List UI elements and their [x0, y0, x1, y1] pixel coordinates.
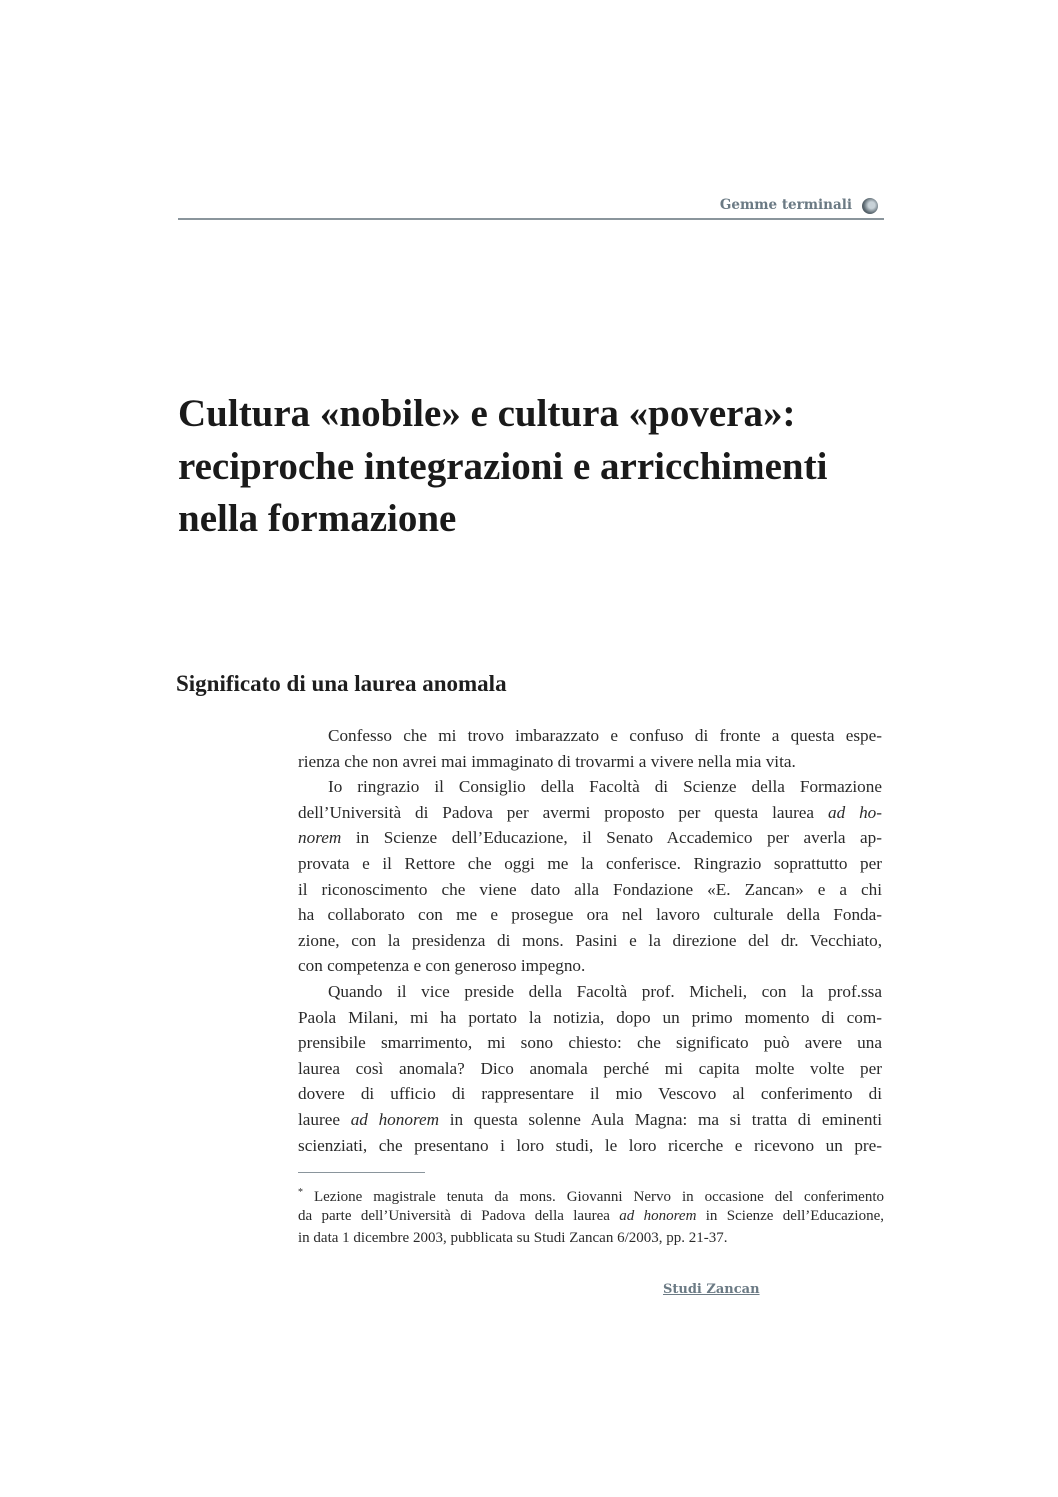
sphere-icon: [862, 198, 878, 214]
text-segment: in questa solenne Aula Magna: ma si tratta di eminenti: [439, 1109, 883, 1129]
text-line: [298, 774, 882, 800]
article-title: [178, 388, 827, 546]
text-segment: dovere di ufficio di rappresentare il mio Vescovo al conferimento di: [298, 1084, 882, 1104]
text-segment: Quando il vice preside della Facoltà prof. Micheli, con la prof.ssa: [328, 981, 882, 1001]
text-segment: lauree: [298, 1109, 351, 1129]
italic-text: norem: [298, 828, 342, 848]
text-line: [298, 1030, 882, 1056]
text-segment: Confesso che mi trovo imbarazzato e confuso di fronte a questa espe-: [328, 726, 882, 745]
text-line: [298, 1227, 884, 1250]
text-segment: laurea così anomala? Dico anomala perché mi capita molte volte per: [298, 1058, 882, 1078]
text-line: [298, 953, 882, 979]
text-line: [298, 1056, 882, 1082]
text-segment: prensibile smarrimento, mi sono chiesto: che significato può avere una: [298, 1033, 882, 1053]
text-segment: scienziati, che presentano i loro studi, le loro ricerche e ricevono un pre-: [298, 1135, 882, 1155]
footnote-marker: *: [298, 1187, 303, 1198]
text-segment: con competenza e con generoso impegno.: [298, 956, 586, 976]
title-line: nella formazione: [178, 497, 457, 540]
text-line: [298, 979, 882, 1005]
text-line: [298, 723, 882, 749]
section-heading: Significato di una laurea anomala: [176, 671, 507, 696]
title-line: reciproche integrazioni e arricchimenti: [178, 444, 828, 488]
text-line: [298, 877, 882, 903]
text-segment: Lezione magistrale tenuta da mons. Giovanni Nervo in occasione del conferimento: [303, 1189, 884, 1205]
text-segment: Paola Milani, mi ha portato la notizia, dopo un primo momento di com-: [298, 1007, 882, 1027]
running-header-section: Gemme terminali: [719, 197, 852, 213]
italic-text: ad honorem: [619, 1207, 697, 1224]
text-segment: rienza che non avrei mai immaginato di trovarmi a vivere nella mia vita.: [298, 751, 796, 771]
text-segment: provata e il Rettore che oggi me la conferisce. Ringrazio soprattutto per: [298, 853, 882, 873]
text-line: [298, 1005, 882, 1031]
text-segment: in Scienze dell’Educazione, il Senato Accademico per averla ap-: [341, 828, 882, 848]
journal-footer-link[interactable]: Studi Zancan: [663, 1282, 760, 1297]
text-segment: in data 1 dicembre 2003, pubblicata su Studi Zancan 6/2003, pp. 21-37.: [298, 1230, 728, 1246]
text-line: [298, 1205, 884, 1228]
text-line: [298, 749, 882, 775]
text-segment: dell’Università di Padova per avermi proposto per questa laurea: [298, 802, 828, 822]
body-text: [298, 723, 882, 1158]
text-line: [298, 1107, 882, 1133]
italic-text: ad ho-: [827, 802, 882, 822]
text-line: [298, 928, 882, 954]
footnote: [298, 1182, 884, 1250]
text-segment: da parte dell’Università di Padova della laurea: [298, 1207, 620, 1224]
title-line: Cultura «nobile» e cultura «povera»:: [178, 392, 796, 435]
text-line: [298, 800, 882, 826]
text-line: [298, 1182, 884, 1205]
text-line: [298, 902, 882, 928]
text-segment: ha collaborato con me e prosegue ora nel lavoro culturale della Fonda-: [298, 905, 882, 925]
footnote-rule: [298, 1172, 425, 1173]
header-rule: [178, 218, 884, 220]
text-segment: zione, con la presidenza di mons. Pasini e la direzione del dr. Vecchiato,: [298, 930, 882, 950]
text-line: [298, 825, 882, 851]
text-line: [298, 1133, 882, 1159]
italic-text: ad honorem: [350, 1109, 440, 1129]
text-segment: il riconoscimento che viene dato alla Fondazione «E. Zancan» e a chi: [298, 879, 882, 899]
text-segment: Io ringrazio il Consiglio della Facoltà di Scienze della Formazione: [328, 777, 882, 797]
text-line: [298, 851, 882, 877]
text-line: [298, 1081, 882, 1107]
text-segment: in Scienze dell’Educazione,: [696, 1207, 884, 1224]
